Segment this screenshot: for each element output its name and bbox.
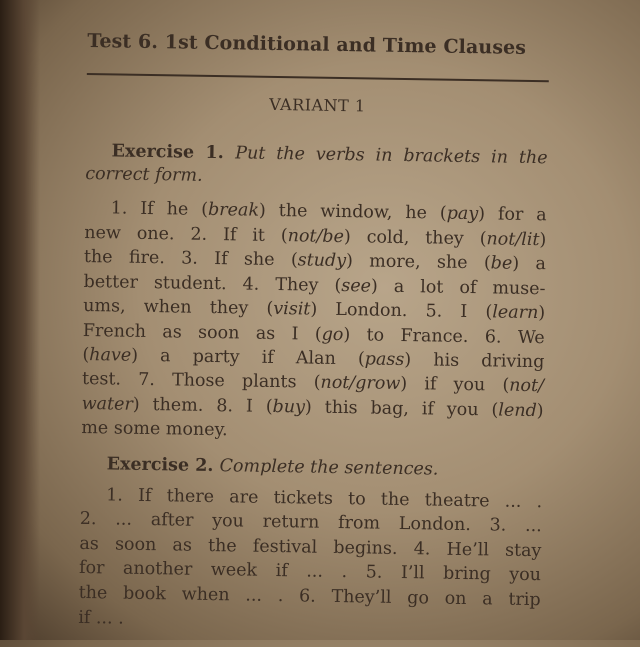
text-segment: 2. ... after you return from London. 3. ... [79, 508, 542, 537]
text-segment: ) a party if Alan ( [131, 345, 365, 370]
text-segment: ) [539, 230, 547, 251]
text-segment: ) more, she ( [345, 251, 491, 274]
italic-text: lend [498, 400, 537, 422]
italic-text: break [207, 199, 260, 221]
italic-text: not/ [509, 375, 545, 397]
italic-text: not/grow [320, 372, 401, 394]
italic-text: Put the verbs in brackets in the [235, 143, 548, 169]
italic-text: see [341, 276, 372, 297]
text-segment: 1. If there are tickets to the theatre ... . [106, 485, 543, 513]
exercise-label: Exercise 2. [106, 454, 220, 477]
text-segment: the book when ... . 6. They’ll go on a trip [78, 582, 541, 611]
text-segment: ) his driving [404, 350, 545, 373]
text-segment: for another week if ... . 5. I’ll bring you [78, 557, 542, 586]
italic-text: correct form. [85, 163, 203, 186]
italic-text: water [81, 393, 133, 415]
italic-text: visit [273, 298, 311, 320]
text-segment: ) for a [478, 204, 547, 226]
book-binding-edge [0, 0, 40, 640]
text-line [83, 295, 545, 324]
title-divider [87, 73, 549, 82]
text-segment: me some money. [81, 417, 228, 441]
italic-text: pay [446, 203, 479, 225]
text-segment: ) [536, 401, 544, 422]
text-line [79, 582, 541, 611]
text-line [82, 368, 544, 397]
italic-text: study [297, 250, 347, 272]
text-line [81, 453, 543, 482]
text-segment: ) [538, 303, 546, 324]
italic-text: go [321, 324, 344, 346]
text-line [80, 508, 542, 537]
text-segment: 1. If he ( [110, 198, 209, 220]
text-segment: as soon as the festival begins. 4. He’ll stay [79, 533, 542, 562]
text-segment: test. 7. Those plants ( [81, 368, 321, 393]
italic-text: pass [364, 349, 405, 371]
text-segment: ) the window, he ( [258, 200, 447, 224]
text-segment: better student. 4. They ( [83, 271, 342, 297]
italic-text: Complete the sentences. [219, 456, 439, 480]
text-line [85, 197, 547, 226]
italic-text: be [490, 253, 513, 274]
text-segment: if ... . [78, 607, 124, 629]
italic-text: buy [272, 396, 306, 418]
text-segment: ) this bag, if you ( [304, 397, 499, 421]
text-line [84, 246, 546, 275]
book-page [78, 0, 550, 647]
text-line [79, 557, 541, 586]
text-line [78, 607, 540, 636]
italic-text: learn [492, 302, 539, 324]
text-segment: French as soon as I ( [82, 320, 322, 345]
page-title: Test 6. 1st Conditional and Time Clauses [87, 29, 527, 59]
text-segment: the fire. 3. If she ( [83, 246, 298, 271]
exercise-label: Exercise 1. [111, 141, 236, 164]
text-segment: ) a [512, 253, 547, 275]
text-segment: ) to France. 6. We [343, 325, 545, 349]
text-segment: ( [82, 344, 90, 366]
italic-text: not/lit [486, 229, 540, 251]
text-line [81, 417, 543, 446]
text-segment: new one. 2. If it ( [84, 222, 288, 247]
text-segment: ) them. 8. I ( [132, 394, 273, 417]
italic-text: not/be [287, 226, 345, 248]
variant-heading: VARIANT 1 [269, 94, 366, 116]
text-segment: ) a lot of muse- [370, 276, 546, 300]
text-segment: ) cold, they ( [343, 227, 487, 250]
text-segment: ) London. 5. I ( [310, 299, 493, 323]
text-segment: ums, when they ( [83, 295, 274, 319]
italic-text: have [89, 345, 132, 366]
text-segment: ) if you ( [400, 373, 510, 396]
